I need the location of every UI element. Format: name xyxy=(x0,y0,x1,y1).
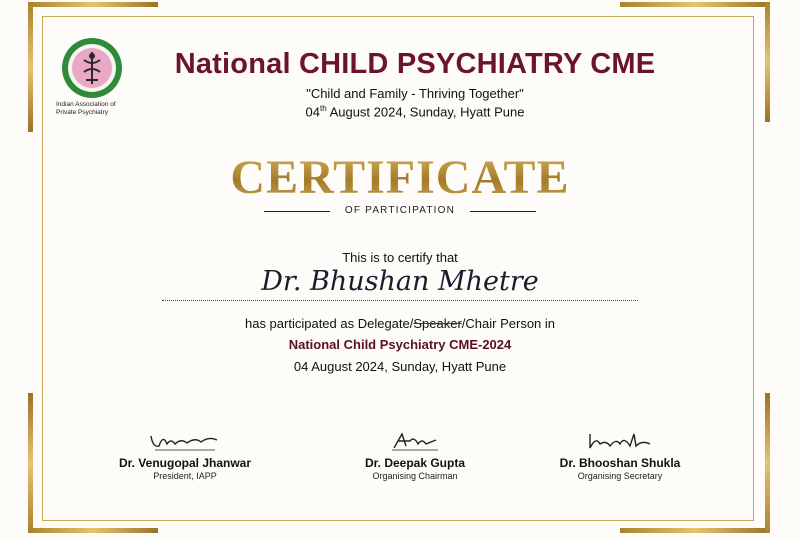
gold-corner-top-right-vertical xyxy=(765,2,770,122)
event-name: National Child Psychiatry CME-2024 xyxy=(288,337,512,352)
gold-corner-bottom-right-vertical xyxy=(765,393,770,533)
name-dotted-line xyxy=(162,300,638,301)
gold-corner-bottom-left xyxy=(28,528,158,533)
signature-icon xyxy=(145,428,225,454)
signatory-role: Organising Chairman xyxy=(372,471,458,481)
org-name: Indian Association of Private Psychiatry xyxy=(56,101,116,116)
divider-right xyxy=(470,211,536,212)
event-date-venue xyxy=(150,104,680,119)
iapp-emblem-icon xyxy=(60,36,124,100)
role-suffix: /Chair Person in xyxy=(461,316,556,331)
event-date: 04 August 2024, Sunday, Hyatt Pune xyxy=(293,359,507,374)
gold-corner-top-right xyxy=(620,2,770,7)
signature-icon xyxy=(380,428,450,454)
gold-corner-bottom-right xyxy=(620,528,770,533)
gold-corner-bottom-left-vertical xyxy=(28,393,33,533)
signatory-role: President, IAPP xyxy=(153,471,217,481)
gold-corner-top-left xyxy=(28,2,158,7)
participation-role xyxy=(180,316,620,331)
recipient-name: Dr. Bhushan Mhetre xyxy=(261,266,539,297)
date-suffix: th xyxy=(320,104,327,113)
signature-icon xyxy=(580,428,660,454)
certificate-heading: CERTIFICATE xyxy=(150,150,650,205)
role-struck: Speaker xyxy=(413,316,462,331)
event-theme: "Child and Family - Thriving Together" xyxy=(306,86,524,101)
signatory-chairman xyxy=(340,428,490,481)
certificate-subheading: OF PARTICIPATION xyxy=(344,205,456,216)
signatory-role: Organising Secretary xyxy=(577,471,663,481)
signatory-secretary xyxy=(545,428,695,481)
gold-corner-top-left-vertical xyxy=(28,2,33,132)
event-title: National CHILD PSYCHIATRY CME xyxy=(174,48,656,80)
date-day: 04 xyxy=(305,104,320,120)
role-prefix: has participated as Delegate/ xyxy=(244,316,414,331)
signatory-name: Dr. Bhooshan Shukla xyxy=(559,456,681,470)
signatory-name: Dr. Venugopal Jhanwar xyxy=(118,456,252,470)
signatory-name: Dr. Deepak Gupta xyxy=(364,456,466,470)
divider-left xyxy=(264,211,330,212)
certify-line: This is to certify that xyxy=(342,250,458,265)
signatory-president xyxy=(110,428,260,481)
date-rest: August 2024, Sunday, Hyatt Pune xyxy=(326,104,525,120)
